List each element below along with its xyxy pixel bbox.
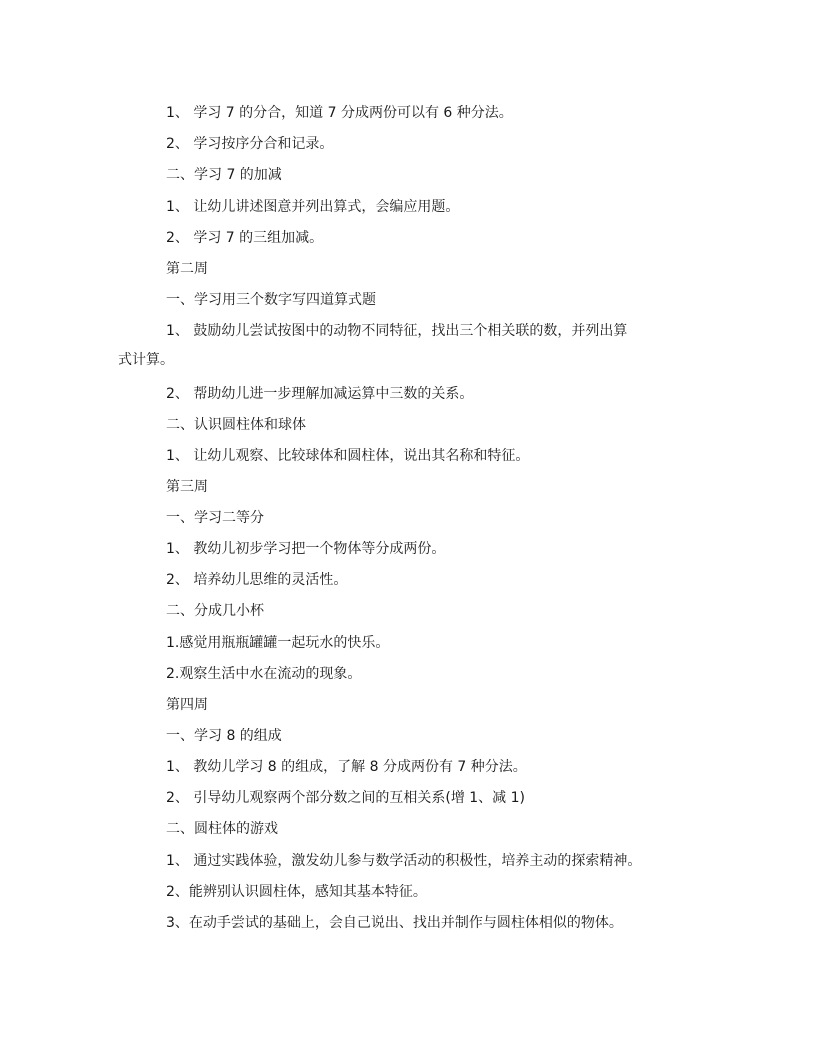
section-heading: 一、学习 8 的组成 <box>166 728 282 744</box>
section-heading: 二、分成几小杯 <box>166 603 264 619</box>
week-heading: 第三周 <box>166 479 208 495</box>
text-line: 2、 培养幼儿思维的灵活性。 <box>166 572 348 588</box>
section-heading: 一、学习二等分 <box>166 510 264 526</box>
text-line: 1、 让幼儿讲述图意并列出算式，会编应用题。 <box>166 199 460 215</box>
text-line: 2、 引导幼儿观察两个部分数之间的互相关系(增 1、减 1) <box>166 790 525 806</box>
text-line: 1、 学习 7 的分合，知道 7 分成两份可以有 6 种分法。 <box>166 105 513 121</box>
section-heading: 一、学习用三个数字写四道算式题 <box>166 292 376 308</box>
text-line: 2.观察生活中水在流动的现象。 <box>166 666 362 682</box>
text-line: 2、 学习按序分合和记录。 <box>166 136 334 152</box>
text-line: 1、 让幼儿观察、比较球体和圆柱体，说出其名称和特征。 <box>166 448 530 464</box>
section-heading: 二、认识圆柱体和球体 <box>166 417 306 433</box>
week-heading: 第二周 <box>166 261 208 277</box>
section-heading: 二、圆柱体的游戏 <box>166 821 278 837</box>
text-line: 1.感觉用瓶瓶罐罐一起玩水的快乐。 <box>166 635 390 651</box>
text-line: 1、 教幼儿初步学习把一个物体等分成两份。 <box>166 541 446 557</box>
text-line: 1、 通过实践体验，激发幼儿参与数学活动的积极性，培养主动的探索精神。 <box>166 853 642 869</box>
text-line: 2、能辨别认识圆柱体，感知其基本特征。 <box>166 884 427 900</box>
text-line: 2、 帮助幼儿进一步理解加减运算中三数的关系。 <box>166 386 474 402</box>
text-line-continuation: 式计算。 <box>118 352 174 368</box>
section-heading: 二、学习 7 的加减 <box>166 167 282 183</box>
text-line: 1、 鼓励幼儿尝试按图中的动物不同特征，找出三个相关联的数，并列出算 <box>166 323 628 339</box>
text-line: 3、在动手尝试的基础上，会自己说出、找出并制作与圆柱体相似的物体。 <box>166 915 623 931</box>
text-line: 1、 教幼儿学习 8 的组成，了解 8 分成两份有 7 种分法。 <box>166 759 527 775</box>
text-line: 2、 学习 7 的三组加减。 <box>166 230 324 246</box>
week-heading: 第四周 <box>166 697 208 713</box>
